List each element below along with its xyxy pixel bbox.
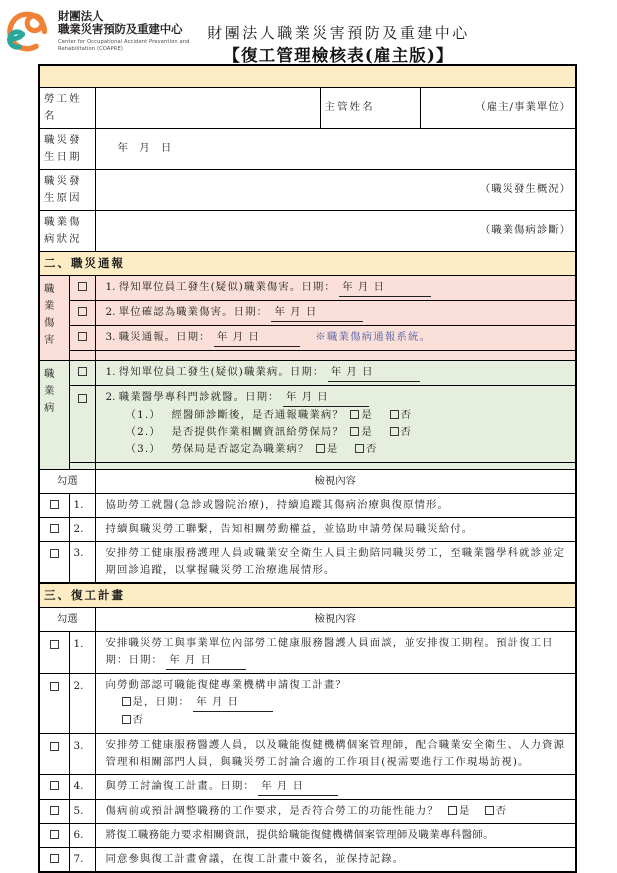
sub-1-no-label: 否 — [400, 408, 413, 421]
checkbox-cell[interactable] — [39, 493, 69, 517]
checkbox-s3-1[interactable] — [50, 640, 59, 649]
date-input-s3-2[interactable]: 年 月 日 — [193, 694, 273, 712]
section2-check-header-row — [39, 469, 576, 493]
sub-number: （1.） — [125, 408, 161, 421]
table-row — [39, 385, 576, 462]
section-heading-2: 二、職災通報 — [39, 251, 576, 275]
sub-2-yes-label: 是 — [361, 425, 373, 438]
checkbox-cell[interactable] — [69, 325, 95, 350]
item-number: 4. — [69, 774, 95, 799]
checkbox-s3-5[interactable] — [50, 806, 59, 815]
section1-band — [39, 65, 576, 87]
checkbox-cell[interactable] — [39, 774, 69, 799]
item-text: 傷病前或預計調整職務的工作要求，是否符合勞工的功能性能力？ — [105, 804, 439, 817]
checkbox-s2-check-3[interactable] — [50, 549, 59, 558]
item-number: 1. — [69, 631, 95, 673]
checkbox-s3-5-no[interactable] — [485, 806, 494, 815]
checkbox-s3-7[interactable] — [50, 854, 59, 863]
sub-item-1 — [100, 407, 572, 424]
checkbox-s2-check-1[interactable] — [50, 500, 59, 509]
item-s3-4 — [95, 774, 576, 799]
item-number: 5. — [69, 799, 95, 823]
item-disease-1 — [95, 360, 576, 385]
checkbox-sub-1-no[interactable] — [390, 410, 399, 419]
checkbox-sub-3-yes[interactable] — [316, 444, 325, 453]
date-input-disease-1[interactable]: 年 月 日 — [328, 364, 420, 382]
header-content: 檢視內容 — [95, 469, 576, 493]
table-row — [39, 631, 576, 673]
checkbox-cell[interactable] — [39, 517, 69, 541]
item-text: 協助勞工就醫(急診或醫院治療)，持續追蹤其傷病治療與復原情形。 — [95, 493, 576, 517]
header-check: 勾選 — [39, 469, 95, 493]
spacer-content-cell — [95, 462, 576, 469]
checkbox-s3-2-no[interactable] — [122, 715, 131, 724]
item-number: 3. — [69, 733, 95, 774]
checklist-table — [38, 64, 577, 873]
date-input-disease-2[interactable]: 年 月 日 — [283, 389, 369, 407]
item-text: 得知單位員工發生(疑似)職業傷害。日期： — [118, 280, 336, 293]
item-text: 安排職災勞工與事業單位內部勞工健康服務醫護人員面談，並安排復工期程。預計復工日期：日期： — [105, 636, 554, 666]
checkbox-cell[interactable] — [39, 673, 69, 733]
label-supervisor-name: 主管姓名 — [320, 87, 420, 128]
item-number: 2. — [69, 673, 95, 733]
checkbox-s3-5-yes[interactable] — [448, 806, 457, 815]
table-row — [39, 541, 576, 583]
brand-block — [4, 8, 228, 54]
item-number: 2. — [105, 390, 116, 403]
s3-2-yes-label: 是，日期： — [132, 695, 190, 708]
sub-item-3 — [100, 441, 572, 458]
section3-heading-row — [39, 583, 576, 608]
table-row-spacer — [39, 462, 576, 469]
checkbox-cell[interactable] — [39, 631, 69, 673]
label-accident-date: 職災發生日期 — [39, 128, 95, 169]
page-header — [0, 0, 617, 64]
checkbox-cell[interactable] — [39, 799, 69, 823]
field-accident-date[interactable]: 年 月 日 — [95, 128, 576, 169]
item-text: 向勞動部認可職能復健專業機構申請復工計畫？ — [105, 678, 347, 691]
field-injury-status[interactable]: （職業傷病診斷） — [95, 210, 576, 251]
field-supervisor-name[interactable]: （雇主/事業單位） — [420, 87, 576, 128]
item-text: 職業醫學專科門診就醫。日期： — [118, 390, 280, 403]
field-worker-name[interactable] — [95, 87, 320, 128]
table-row — [39, 360, 576, 385]
table-row — [39, 210, 576, 251]
checkbox-s3-2[interactable] — [50, 682, 59, 691]
item-text: 安排勞工健康服務護理人員或職業安全衛生人員主動陪同職災勞工，至職業醫學科就診並定期回診追蹤，以掌握職災勞工治療進展情形。 — [95, 541, 576, 583]
item-text: 單位確認為職業傷害。日期： — [118, 305, 269, 318]
table-row — [39, 847, 576, 872]
checkbox-s3-6[interactable] — [50, 830, 59, 839]
checkbox-sub-2-no[interactable] — [390, 427, 399, 436]
item-disease-2 — [95, 385, 576, 462]
date-input-injury-2[interactable]: 年 月 日 — [271, 304, 363, 322]
checkbox-cell[interactable] — [69, 275, 95, 300]
checkbox-disease-1[interactable] — [78, 367, 87, 376]
label-occupational-injury: 職業傷害 — [39, 275, 69, 360]
item-number: 1. — [69, 493, 95, 517]
checkbox-cell[interactable] — [69, 360, 95, 385]
label-accident-cause: 職災發生原因 — [39, 169, 95, 210]
sub-2-no-label: 否 — [400, 425, 413, 438]
spacer-checkbox-cell — [69, 350, 95, 360]
table-row — [39, 823, 576, 847]
sub-item-2 — [100, 424, 572, 441]
item-s3-5 — [95, 799, 576, 823]
section2-heading-row — [39, 251, 576, 275]
item-number: 1. — [105, 365, 116, 378]
item-number: 2. — [105, 305, 116, 318]
sub-3-no-label: 否 — [366, 442, 378, 455]
date-input-s3-1[interactable]: 年 月 日 — [166, 652, 246, 670]
table-row — [39, 799, 576, 823]
item-text: 與勞工討論復工計畫。日期： — [105, 779, 255, 792]
item-injury-1 — [95, 275, 576, 300]
item-text: 持續與職災勞工聯繫，告知相關勞動權益，並協助申請勞保局職災給付。 — [95, 517, 576, 541]
s3-5-yes-label: 是 — [459, 804, 470, 817]
sub-number: （3.） — [125, 442, 161, 455]
table-row — [39, 128, 576, 169]
table-row — [39, 169, 576, 210]
section-heading-3: 三、復工計畫 — [39, 583, 576, 608]
item-text: 得知單位員工發生(疑似)職業病。日期： — [118, 365, 325, 378]
item-number: 1. — [105, 280, 116, 293]
checkbox-injury-2[interactable] — [78, 307, 87, 316]
date-input-injury-3[interactable]: 年 月 日 — [214, 329, 300, 347]
checkbox-cell[interactable] — [39, 823, 69, 847]
sub-number: （2.） — [125, 425, 161, 438]
sub-1-yes-label: 是 — [361, 408, 373, 421]
checkbox-injury-3[interactable] — [78, 332, 87, 341]
brand-line-1: 財團法人 — [58, 9, 104, 23]
item-number: 3. — [105, 330, 116, 343]
checkbox-disease-2[interactable] — [78, 394, 87, 403]
table-row-spacer — [39, 350, 576, 360]
sub-text: 是否提供作業相關資訊給勞保局？ — [171, 425, 344, 438]
sub-3-yes-label: 是 — [326, 442, 339, 455]
item-injury-2 — [95, 300, 576, 325]
brand-english: Center for Occupational Accident Prevention and Rehabilitation (COAPRE) — [58, 39, 190, 52]
label-injury-status: 職業傷病狀況 — [39, 210, 95, 251]
checkbox-s3-4[interactable] — [50, 781, 59, 790]
item-text: 同意參與復工計畫會議，在復工計畫中簽名，並保持記錄。 — [95, 847, 576, 872]
table-row — [39, 300, 576, 325]
item-number: 3. — [69, 541, 95, 583]
label-occupational-disease: 職業病 — [39, 360, 69, 469]
sub-text: 經醫師診斷後，是否通報職業病？ — [171, 408, 344, 421]
item-text: 安排勞工健康服務醫護人員，以及職能復健機構個案管理師，配合職業安全衛生、人力資源管理和相關部門人員，與職災勞工討論合適的工作項目(視需要進行工作現場訪視)。 — [95, 733, 576, 774]
note-reporting-system: ※職業傷病通報系統。 — [315, 330, 432, 343]
checkbox-cell[interactable] — [69, 300, 95, 325]
header-check: 勾選 — [39, 607, 95, 631]
item-injury-3 — [95, 325, 576, 350]
field-accident-cause[interactable]: （職災發生概況） — [95, 169, 576, 210]
table-row — [39, 733, 576, 774]
item-text: 職災通報。日期： — [118, 330, 211, 343]
checkbox-cell[interactable] — [39, 847, 69, 872]
item-s3-1 — [95, 631, 576, 673]
checkbox-cell[interactable] — [39, 733, 69, 774]
checkbox-s3-3[interactable] — [50, 742, 59, 751]
table-row — [39, 493, 576, 517]
date-input-s3-4[interactable]: 年 月 日 — [258, 778, 338, 796]
table-row — [39, 325, 576, 350]
checkbox-cell[interactable] — [39, 541, 69, 583]
table-row — [39, 673, 576, 733]
checkbox-sub-1-yes[interactable] — [350, 410, 359, 419]
title-form: 【復工管理檢核表(雇主版)】 — [223, 46, 454, 65]
checkbox-s2-check-2[interactable] — [50, 524, 59, 533]
label-worker-name: 勞工姓名 — [39, 87, 95, 128]
form-sheet — [38, 64, 575, 873]
coapre-logo-icon — [4, 8, 50, 54]
checkbox-cell[interactable] — [69, 385, 95, 462]
spacer-content-cell — [95, 350, 576, 360]
section1-band-row — [39, 65, 576, 87]
header-content: 檢視內容 — [95, 607, 576, 631]
item-number: 7. — [69, 847, 95, 872]
s3-2-no-label: 否 — [132, 713, 144, 726]
sub-text: 勞保局是否認定為職業病？ — [171, 442, 310, 455]
checkbox-injury-1[interactable] — [78, 282, 87, 291]
spacer-checkbox-cell — [69, 462, 95, 469]
item-text: 將復工職務能力要求相關資訊，提供給職能復健機構個案管理師及職業專科醫師。 — [95, 823, 576, 847]
item-s3-2 — [95, 673, 576, 733]
title-org: 財團法人職業災害預防及重建中心 — [207, 24, 470, 42]
checkbox-s3-2-yes[interactable] — [122, 697, 131, 706]
table-row — [39, 517, 576, 541]
date-input-injury-1[interactable]: 年 月 日 — [339, 279, 431, 297]
table-row — [39, 87, 576, 128]
checkbox-sub-2-yes[interactable] — [350, 427, 359, 436]
checkbox-sub-3-no[interactable] — [355, 444, 364, 453]
item-number: 2. — [69, 517, 95, 541]
s3-5-no-label: 否 — [495, 804, 507, 817]
table-row — [39, 275, 576, 300]
item-number: 6. — [69, 823, 95, 847]
table-row — [39, 774, 576, 799]
section3-check-header-row — [39, 607, 576, 631]
brand-line-2: 職業災害預防及重建中心 — [58, 22, 183, 36]
